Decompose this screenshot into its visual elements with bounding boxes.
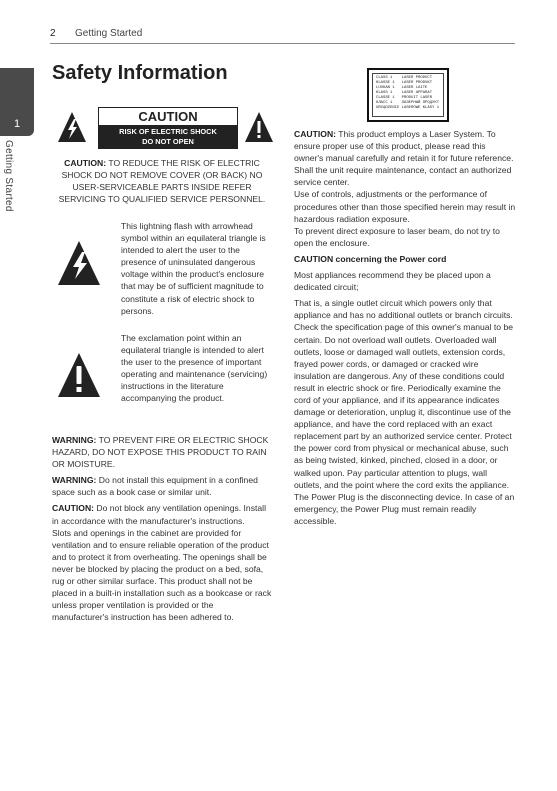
laser-caution: [294, 128, 516, 188]
laser-label-line: LUOKAN 1 LASER LAITE: [376, 86, 428, 90]
warning-rain: [52, 434, 272, 470]
caution-statement-text: TO REDUCE THE RISK OF ELECTRIC SHOCK DO NOT REMOVE COVER (OR BACK) NO USER-SERVICEABLE PARTS INSIDE REFER SERVICING TO QUALIFIED SERVICE PERSONNEL.: [58, 158, 266, 205]
power-cord-paragraph-2: That is, a single outlet circuit which powers only that appliance and has no additional outlets or branch circuits. Check the specification page of this owner's manual to be certain. Do not overload wall outlets. Overloaded wall outlets, loose or damaged wall outlets, extension cords, frayed power cords, or damaged or cracked wire insulation are dangerous. Any of these conditions could result in electric shock or fire. Periodically examine the cord of your appliance, and if its appearance indicates damage or deterioration, unplug it, discontinue use of the appliance, and have the cord replaced with an exact replacement part by an authorized service center. Protect the power cord from physical or mechanical abuse, such as being twisted, kinked, pinched, closed in a door, or walked upon. Pay particular attention to plugs, wall outlets, and the point where the cord exits the appliance. The Power Plug is the disconnecting device. In case of an emergency, the Power Plug must remain readily accessible.: [294, 298, 515, 526]
laser-label-line: KLASS 1 LASER APPARAT: [376, 91, 433, 95]
exclamation-triangle-icon: [56, 351, 102, 399]
chapter-label: Getting Started: [3, 140, 14, 212]
caution-ventilation: [52, 502, 272, 526]
lightning-triangle-icon: [56, 239, 102, 287]
caution-ventilation-text: Do not block any ventilation openings. Install in accordance with the manufacturer's instructions.: [52, 503, 266, 526]
caution-subtext-line2: DO NOT OPEN: [142, 137, 194, 146]
warning-confined-text: Do not install this equipment in a confined space such as a book case or similar unit.: [52, 475, 258, 498]
warning-rain-lead: WARNING:: [52, 435, 97, 445]
power-cord-heading: CAUTION concerning the Power cord: [294, 253, 447, 264]
laser-label-line: URZĄDZENIE LASEROWE KLASY 1: [376, 106, 440, 110]
caution-statement-lead: CAUTION:: [64, 158, 107, 168]
lightning-explanation: This lightning flash with arrowhead symbol within an equilateral triangle is intended to alert the user to the presence of uninsulated dangerous voltage within the product's enclosure that may be of sufficient magnitude to constitute a risk of electric shock to persons.: [121, 221, 266, 316]
caution-label-box: [98, 107, 238, 149]
laser-label-line: CLASS 1 LASER PRODUCT: [376, 76, 433, 80]
lightning-triangle-icon: [56, 110, 88, 144]
chapter-number: 1: [13, 118, 21, 130]
laser-controls-paragraph: Use of controls, adjustments or the performance of procedures other than those specified herein may result in hazardous radiation exposure.: [294, 189, 516, 224]
laser-caution-lead: CAUTION:: [294, 129, 337, 139]
laser-label-line: CLASSE 1 PRODUIT LASER: [376, 96, 433, 100]
exclamation-explanation: The exclamation point within an equilateral triangle is intended to alert the user to the presence of important operating and maintenance (servicing) instructions in the literature accompanying the product.: [121, 333, 268, 404]
laser-label-line: КЛАСС 1 ЛАЗЕРНЫЙ ПРОДУКТ: [376, 101, 440, 105]
caution-subtext: [99, 126, 237, 149]
power-cord-paragraph-1: Most appliances recommend they be placed upon a dedicated circuit;: [294, 270, 491, 293]
caution-subtext-line1: RISK OF ELECTRIC SHOCK: [119, 127, 217, 136]
running-header: Getting Started: [75, 28, 143, 39]
header-rule: [50, 43, 515, 44]
caution-ventilation-lead: CAUTION:: [52, 503, 95, 514]
right-column-body: [294, 128, 516, 527]
page-number: 2: [50, 28, 56, 39]
laser-class-label: [367, 68, 449, 122]
laser-caution-text: This product employs a Laser System. To ensure proper use of this product, please read this owner's manual carefully and retain it for future reference. Shall the unit require maintenance, contact an authorized service center.: [294, 129, 514, 188]
slots-paragraph: Slots and openings in the cabinet are provided for ventilation and to ensure reliable operation of the product and to protect it from overheating. The openings shall be never be blocked by placing the product on a bed, sofa, rug or other similar surface. This product shall not be placed in a built-in installation such as a bookcase or rack unless proper ventilation is provided or the manufacturer's instruction has been adhered to.: [52, 527, 272, 623]
caution-statement: [57, 157, 267, 205]
laser-label-line: KLASSE 1 LASER PRODUKT: [376, 81, 433, 85]
caution-heading: CAUTION: [99, 108, 237, 126]
exclamation-triangle-icon: [243, 110, 275, 144]
laser-class-label-text: [372, 73, 444, 117]
warning-confined-lead: WARNING:: [52, 475, 97, 486]
laser-beam-paragraph: To prevent direct exposure to laser beam, do not try to open the enclosure.: [294, 225, 500, 248]
left-column-body: [52, 434, 272, 623]
warning-rain-text: TO PREVENT FIRE OR ELECTRIC SHOCK HAZARD, DO NOT EXPOSE THIS PRODUCT TO RAIN OR MOISTURE.: [52, 435, 269, 470]
warning-confined: [52, 474, 272, 498]
page-title: Safety Information: [52, 62, 228, 84]
